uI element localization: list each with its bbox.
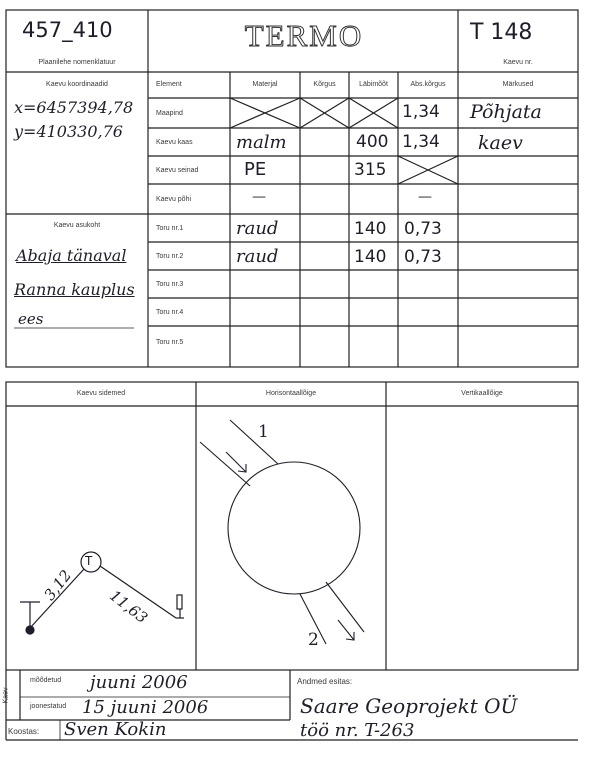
- coordinate-x: x=6457394,78: [14, 98, 134, 117]
- reference-point-left: [26, 626, 34, 634]
- col-header-diameter: Läbimõõt: [359, 81, 388, 88]
- work-number-value: töö nr. T-263: [300, 720, 415, 741]
- nomenclature-label: Plaanilehe nomenklatuur: [38, 59, 116, 66]
- cell-diameter: 315: [354, 160, 387, 180]
- col-header-abs-height: Abs.kõrgus: [410, 81, 446, 88]
- cell-abs-height: 1,34: [402, 102, 440, 122]
- row-element: Kaevu kaas: [156, 139, 193, 146]
- well-mark: T: [85, 554, 93, 568]
- location-line-1: Abaja tänaval: [16, 246, 127, 265]
- cell-material: raud: [236, 246, 279, 267]
- location-label: Kaevu asukoht: [53, 222, 101, 229]
- cell-abs-height: 1,34: [402, 132, 440, 152]
- cell-material: malm: [236, 132, 287, 153]
- cell-notes: Põhjata: [470, 101, 542, 123]
- row-element: Maapind: [156, 110, 183, 117]
- coordinates-label: Kaevu koordinaadid: [46, 81, 108, 88]
- compiler-value: Sven Kokin: [64, 719, 167, 740]
- cell-material: PE: [244, 159, 267, 180]
- form-title: TERMO: [244, 18, 364, 53]
- well-number-value: T 148: [470, 20, 533, 45]
- cell-abs-height: 0,73: [404, 219, 442, 239]
- cell-diameter: 400: [356, 132, 389, 152]
- horizontal-section-sketch: [196, 406, 386, 670]
- col-header-material: Materjal: [252, 81, 278, 88]
- col-header-element: Element: [156, 81, 182, 88]
- drawn-label: joonestatud: [30, 703, 67, 710]
- measured-label: mõõdetud: [30, 677, 62, 684]
- connections-sketch: [6, 406, 196, 670]
- well-outline: [228, 462, 360, 594]
- row-element: Kaevu seinad: [156, 167, 199, 174]
- cell-diameter: 140: [354, 247, 387, 267]
- col-header-notes: Märkused: [502, 81, 534, 88]
- footer-side-label: Kaev: [2, 687, 10, 704]
- cell-abs-height: 0,73: [404, 247, 442, 267]
- cell-material: —: [252, 189, 266, 205]
- coordinate-y: y=410330,76: [14, 122, 123, 141]
- compiler-label: Koostas:: [8, 727, 40, 736]
- pipe-2-label: 2: [308, 630, 319, 650]
- data-provider-label: Andmed esitas:: [297, 677, 353, 686]
- distance-right: 11,63: [106, 586, 152, 628]
- data-provider-value: Saare Geoprojekt OÜ: [300, 694, 518, 718]
- location-line-3: ees: [18, 310, 44, 328]
- nomenclature-value: 457_410: [22, 18, 113, 42]
- cell-abs-height: —: [418, 189, 432, 205]
- well-number-label: Kaevu nr.: [503, 59, 533, 66]
- measured-value: juuni 2006: [90, 672, 188, 693]
- location-line-2: Ranna kauplus: [14, 280, 135, 299]
- pipe-1-label: 1: [258, 422, 269, 442]
- row-element: Toru nr.5: [156, 339, 184, 346]
- section-vertical-label: Vertikaallõige: [461, 390, 503, 397]
- cell-diameter: 140: [354, 219, 387, 239]
- row-element: Toru nr.2: [156, 253, 184, 260]
- section-connections-label: Kaevu sidemed: [76, 390, 126, 397]
- cell-material: raud: [236, 218, 279, 239]
- row-element: Toru nr.3: [156, 281, 184, 288]
- drawn-value: 15 juuni 2006: [82, 697, 209, 718]
- cell-notes: kaev: [478, 132, 523, 154]
- section-horizontal-label: Horisontaallõige: [265, 390, 317, 397]
- row-element: Toru nr.4: [156, 309, 184, 316]
- row-element: Toru nr.1: [156, 225, 184, 232]
- col-header-height: Kõrgus: [313, 81, 336, 88]
- row-element: Kaevu põhi: [156, 196, 192, 203]
- distance-left: 3,12: [40, 566, 76, 604]
